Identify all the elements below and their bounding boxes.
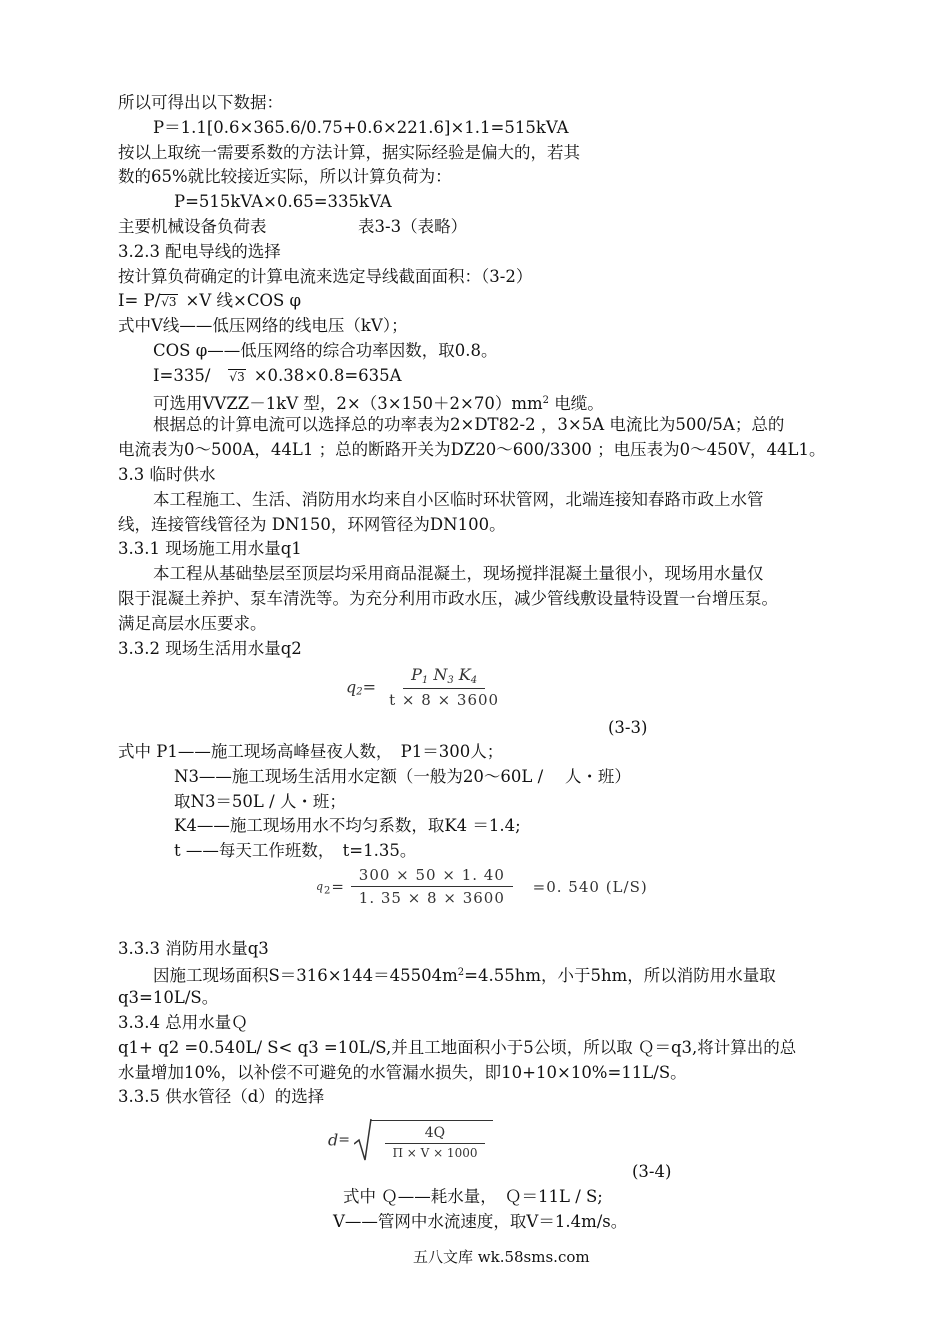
text-line: P＝1.1[0.6×365.6/0.75+0.6×221.6]×1.1=515kVA <box>153 118 569 137</box>
area-text: 因施工现场面积$S=316\times 144=45504m^2=4.55hm$，小于5hm，所以消防用水量取 <box>153 966 776 985</box>
section-heading: 3.3.3 消防用水量q3 <box>118 939 269 958</box>
text-line: COS φ——低压网络的综合功率因数，取0.8。 <box>153 341 498 360</box>
text-line: 电流表为0～500A，44L1 ；总的断路开关为DZ20～600/3300 ；电压表为0～450V，44L1。 <box>118 440 826 459</box>
text-line: 按以上取统一需要系数的方法计算，据实际经验是偏大的，若其 <box>118 143 580 162</box>
text-line: 式中 P1——施工现场高峰昼夜人数， P1＝300人； <box>118 742 504 761</box>
text-line: 水量增加10%，以补偿不可避免的水管漏水损失，即10+10×10%=11L/S。 <box>118 1063 687 1082</box>
text-line: V——管网中水流速度，取V＝1.4m/s。 <box>333 1212 628 1231</box>
text-line: 主要机械设备负荷表 <box>118 217 267 236</box>
text-line: q3=10L/S。 <box>118 988 219 1007</box>
cable-selection: 可选用VVZZ－1kV 型，$2\times(3\times 150+2\times 70)mm^2$ 电缆。 <box>153 394 604 413</box>
text-line: t ——每天工作班数， t=1.35。 <box>174 841 417 860</box>
q2-numeric-formula: $q_2=$ $\frac{300 \times 50 \times 1. 40}{1. 35 \times 8 \times 3600}$ =0. 540 (L/S) <box>316 866 648 907</box>
section-heading: 3.3.1 现场施工用水量q1 <box>118 539 302 558</box>
current-formula: I= P/√3 ×V 线×COS φ <box>118 291 302 310</box>
section-heading: 3.3.2 现场生活用水量q2 <box>118 639 302 658</box>
section-heading: 3.3.4 总用水量Ｑ <box>118 1013 248 1032</box>
text-line: 式中V线——低压网络的线电压（kV）； <box>118 316 408 335</box>
text-line: 按计算负荷确定的计算电流来选定导线截面面积：（3-2） <box>118 267 533 286</box>
text-line: 本工程施工、生活、消防用水均来自小区临时环状管网，北端连接知春路市政上水管 <box>153 490 764 509</box>
text-line: 数的65%就比较接近实际，所以计算负荷为： <box>118 167 452 186</box>
text-line: K4——施工现场用水不均匀系数，取K4 ＝1.4; <box>174 816 521 835</box>
text-line: 取N3＝50L / 人・班； <box>174 792 346 811</box>
text-line: N3——施工现场生活用水定额（一般为20～60L / 人・班） <box>174 767 631 786</box>
footer-watermark: 五八文库 wk.58sms.com <box>413 1248 590 1266</box>
text-line: 所以可得出以下数据： <box>118 93 283 112</box>
section-heading: 3.3.5 供水管径（d）的选择 <box>118 1087 325 1106</box>
equation-number: (3-4) <box>632 1162 672 1181</box>
text-line: 本工程从基础垫层至顶层均采用商品混凝土，现场搅拌混凝土量很小，现场用水量仅 <box>153 564 764 583</box>
current-calc: I=335/ √3 ×0.38×0.8=635A <box>153 366 402 385</box>
table-reference: 表3-3（表略） <box>358 217 468 236</box>
section-heading: 3.2.3 配电导线的选择 <box>118 242 281 261</box>
text-line: 满足高层水压要求。 <box>118 614 267 633</box>
text-line: q1+ q2 =0.540L/ S< q3 =10L/S,并且工地面积小于5公顷，所以取 Ｑ＝q3,将计算出的总 <box>118 1038 797 1057</box>
text-line: 根据总的计算电流可以选择总的功率表为2×DT82-2 ，3×5A 电流比为500/5A；总的 <box>153 415 785 434</box>
text-line: P=515kVA×0.65=335kVA <box>174 192 392 211</box>
section-heading: 3.3 临时供水 <box>118 465 216 484</box>
text-line: 线，连接管线管径为 DN150，环网管径为DN100。 <box>118 515 506 534</box>
d-formula: d= $\frac{4Q}{П \times V \times 1000}$ <box>328 1118 493 1162</box>
q2-general-formula: $q_2=$ $\frac{P_1 N_3 K_4}{t \times 8 \times 3600}$ <box>346 665 500 709</box>
text-line: 限于混凝土养护、泵车清洗等。为充分利用市政水压，减少管线敷设量特设置一台增压泵。 <box>118 589 778 608</box>
text-line: 式中 Ｑ——耗水量， Ｑ＝11L / S; <box>343 1187 603 1206</box>
equation-number: (3-3) <box>608 718 648 737</box>
